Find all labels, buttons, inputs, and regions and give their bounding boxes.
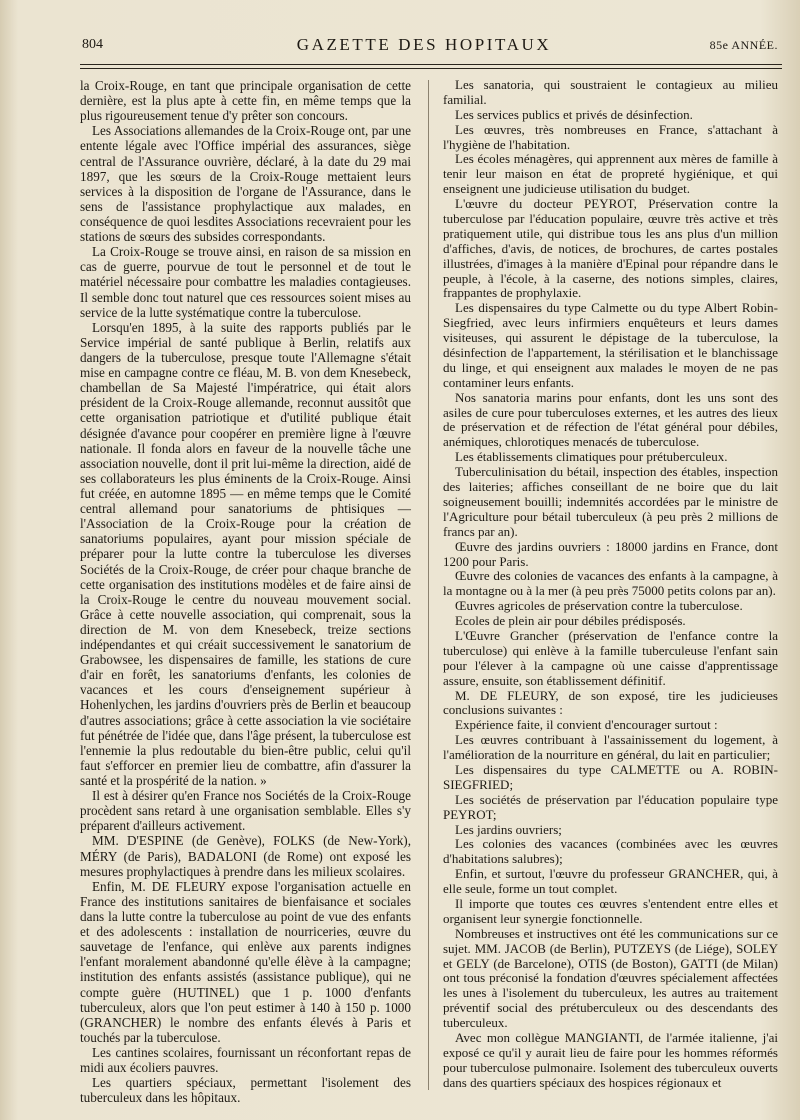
paragraph: L'Œuvre Grancher (préservation de l'enfance contre la tuberculose) qui enlève à la famille tuberculeuse l'enfant sain pour l'élever à la campagne où une caisse d'apprentissage assure, ensuite, son établissement définitif.: [443, 627, 778, 688]
paragraph: Il importe que toutes ces œuvres s'entendent entre elles et organisent leur synergie fonctionnelle.: [443, 895, 778, 926]
paragraph: Tuberculinisation du bétail, inspection des étables, inspection des laiteries; affiches conseillant de ne boire que du lait soigneusement bouilli; indemnités accordées par le ministre de l'Agriculture pour bétail tuberculeux (à peu près 2 millions de francs par an).: [443, 464, 778, 539]
paragraph: Les cantines scolaires, fournissant un réconfortant repas de midi aux écoliers pauvres.: [80, 1045, 411, 1076]
paragraph: M. DE FLEURY, de son exposé, tire les judicieuses conclusions suivantes :: [443, 687, 778, 718]
year-label: 85e ANNÉE.: [709, 38, 778, 52]
journal-title: GAZETTE DES HOPITAUX: [296, 35, 552, 54]
column-divider: [428, 80, 429, 1090]
paragraph: Expérience faite, il convient d'encourager surtout :: [455, 717, 718, 733]
paragraph: Les écoles ménagères, qui apprennent aux mères de famille à tenir leur maison en état de propreté hygiénique, et qui enseignent une judicieuse utilisation du budget.: [443, 151, 778, 197]
right-column: [443, 78, 778, 1091]
paragraph: Nos sanatoria marins pour enfants, dont les uns sont des asiles de cure pour tuberculoses externes, et les autres des lieux de préservation et de réfection de l'état général pour débiles, anémiques, chlorotiques menacés de tuberculose.: [443, 389, 778, 450]
paragraph: Avec mon collègue MANGIANTI, de l'armée italienne, j'ai exposé ce qu'il y aurait lieu de faire pour les hommes réformés pour tuberculose pulmonaire. Isolement des tuberculeux ouverts dans des quartiers spéciaux des hospices régionaux et: [443, 1030, 778, 1090]
paragraph: la Croix-Rouge, en tant que principale organisation de cette dernière, est la plus apte à cette fin, en même temps que la plus rigoureusement tenue d'y prêter son concours.: [80, 78, 411, 124]
paragraph: Enfin, et surtout, l'œuvre du professeur GRANCHER, qui, à elle seule, forme un tout complet.: [443, 866, 778, 897]
paragraph: Les sanatoria, qui soustraient le contagieux au milieu familial.: [443, 77, 778, 107]
paragraph: Œuvre des colonies de vacances des enfants à la campagne, à la montagne ou à la mer (à peu près 75000 petits colons par an).: [443, 568, 778, 599]
paragraph: Les jardins ouvriers;: [455, 821, 562, 837]
paragraph: MM. D'ESPINE (de Genève), FOLKS (de New-York), MÉRY (de Paris), BADALONI (de Rome) ont exposé les mesures prophylactiques à prendre dans les milieux scolaires.: [80, 833, 411, 879]
paragraph: Œuvres agricoles de préservation contre la tuberculose.: [455, 598, 743, 614]
paragraph: Les établissements climatiques pour prétuberculeux.: [455, 449, 728, 465]
page-number: 804: [82, 37, 103, 52]
page-header: [62, 34, 786, 60]
paragraph: Il est à désirer qu'en France nos Sociétés de la Croix-Rouge procèdent sans retard à une organisation semblable. Elles s'y préparent d'ailleurs activement.: [80, 788, 411, 834]
header-rule-bottom: [80, 68, 782, 69]
paragraph: Les dispensaires du type CALMETTE ou A. ROBIN-SIEGFRIED;: [443, 761, 778, 792]
left-column: [80, 78, 411, 1105]
paragraph: Les œuvres contribuant à l'assainissement du logement, à l'amélioration de la nourriture en général, du lait en particulier;: [443, 732, 778, 763]
paragraph: Les sociétés de préservation par l'éducation populaire type PEYROT;: [443, 791, 778, 822]
paragraph: Ecoles de plein air pour débiles prédisposés.: [455, 613, 686, 629]
paragraph: Les services publics et privés de désinfection.: [455, 106, 693, 122]
paragraph: Enfin, M. DE FLEURY expose l'organisation actuelle en France des institutions sanitaires de bienfaisance et sociales dans la lutte contre la tuberculose au point de vue des enfants et des adolescents : installation de nourriceries, œuvre du sauvetage de l'enfance, qui enlève aux parents indignes l'enfant moralement abandonné qu'elle élève à la campagne; institution des enfants assistés (assistance publique), qui ne compte guère (HUTINEL) que 1 p. 1000 d'enfants tuberculeux, alors que l'on peut estimer à 140 à 150 p. 1000 (GRANCHER) le nombre des enfants élevés à Paris et touchés par la tuberculose.: [80, 878, 411, 1045]
paragraph: Nombreuses et instructives ont été les communications sur ce sujet. MM. JACOB (de Berlin), PUTZEYS (de Liége), SOLEY et GELY (de Barcelone), OTIS (de Boston), GATTI (de Milan) ont tous préconisé la fondation d'œuvres spécialement affectées les unes à l'isolement du tuberculeux, les autres au traitement préventif social des prétuberculeux ou des descendants des tuberculeux.: [443, 925, 778, 1031]
paragraph: La Croix-Rouge se trouve ainsi, en raison de sa mission en cas de guerre, pourvue de tout le personnel et de tout le matériel nécessaire pour combattre les maladies contagieuses. Il semble donc tout naturel que ces ressources soient mises au service de la lutte systématique contre la tuberculose.: [80, 244, 411, 320]
paragraph: Œuvre des jardins ouvriers : 18000 jardins en France, dont 1200 pour Paris.: [443, 538, 778, 569]
paragraph: L'œuvre du docteur PEYROT, Préservation contre la tuberculose par l'éducation populaire, œuvre très active et très pratiquement utile, qui distribue tous les ans plus d'un million d'affiches, d'avis, de notices, de brochures, de cartes postales illustrées, d'images à la manière d'Epinal pour répandre dans le peuple, à l'école, à la caserne, des notions simples, claires, frappantes de prophylaxie.: [443, 196, 778, 301]
paragraph: Les quartiers spéciaux, permettant l'isolement des tuberculeux dans les hôpitaux.: [80, 1075, 411, 1106]
header-rule-top: [80, 64, 782, 65]
paragraph: Lorsqu'en 1895, à la suite des rapports publiés par le Service impérial de santé publique à Berlin, relatifs aux dangers de la tuberculose, presque toute l'Allemagne s'était mise en campagne contre ce fléau, M. B. von dem Knesebeck, chambellan de Sa Majesté l'impératrice, qui était alors président de la Croix-Rouge allemande, reconnut aussitôt que cette organisation patriotique et d'utilité publique était désignée d'avance pour coopérer en première ligne à l'œuvre nationale. Il fonda alors en faveur de la nouvelle tâche une association nouvelle, dont il prit lui-même la direction, aidé de ses collaborateurs les plus éminents de la Croix-Rouge. Ainsi fut créée, en automne 1895 — en même temps que le Comité central allemand pour sanatoriums de phtisiques — l'Association de la Croix-Rouge pour la création de sanatoriums populaires, ayant pour mission spéciale de préparer pour la lutte contre la tuberculose les diverses Sociétés de la Croix-Rouge, de créer pour chaque branche de cette organisation des institutions modèles et de faire ainsi de la Croix-Rouge le centre du nouveau mouvement social. Grâce à cette nouvelle association, qui comprenait, sous la direction de M. von dem Knesebeck, treize sections indépendantes et qui créait successivement le sanatorium de Grabowsee, les dispensaires de famille, les stations de cure d'air en forêt, les sanatoriums d'enfants, les colonies de vacances et les cours d'enseignement supérieur à Hohenlychen, les jardins d'ouvriers près de Berlin et beaucoup d'autres associations; grâce à cette association la vie sociétaire fut pénétrée de l'idée que, dans l'âge présent, la tuberculose est l'ennemie la plus redoutable du bien-être public, celui qu'il faut s'efforcer en premier lieu de combattre, afin d'assurer la santé et la prospérité de la nation. »: [80, 319, 411, 789]
paragraph: Les colonies des vacances (combinées avec les œuvres d'habitations salubres);: [443, 836, 778, 867]
paragraph: Les dispensaires du type Calmette ou du type Albert Robin-Siegfried, avec leurs infirmiers enquêteurs et leurs dames visiteuses, qui assurent le dépistage de la tuberculose, la désinfection de l'appartement, la stérilisation et le blanchissage du linge, et qui enseignent aux malades le moyen de ne pas contaminer leurs enfants.: [443, 300, 778, 390]
paragraph: Les Associations allemandes de la Croix-Rouge ont, par une entente légale avec l'Office impérial des assurances, siège central de l'Assurance ouvrière, déclaré, à la date du 29 mai 1897, que les sœurs de la Croix-Rouge mettaient leurs services à la disposition de l'organe de l'Assurance, dans le sens de l'assistance prophylactique aux malades, en conséquence de quoi lesdites Associations recevraient pour les stations de sœurs des subsides correspondants.: [80, 123, 411, 245]
paragraph: Les œuvres, très nombreuses en France, s'attachant à l'hygiène de l'habitation.: [443, 121, 778, 152]
